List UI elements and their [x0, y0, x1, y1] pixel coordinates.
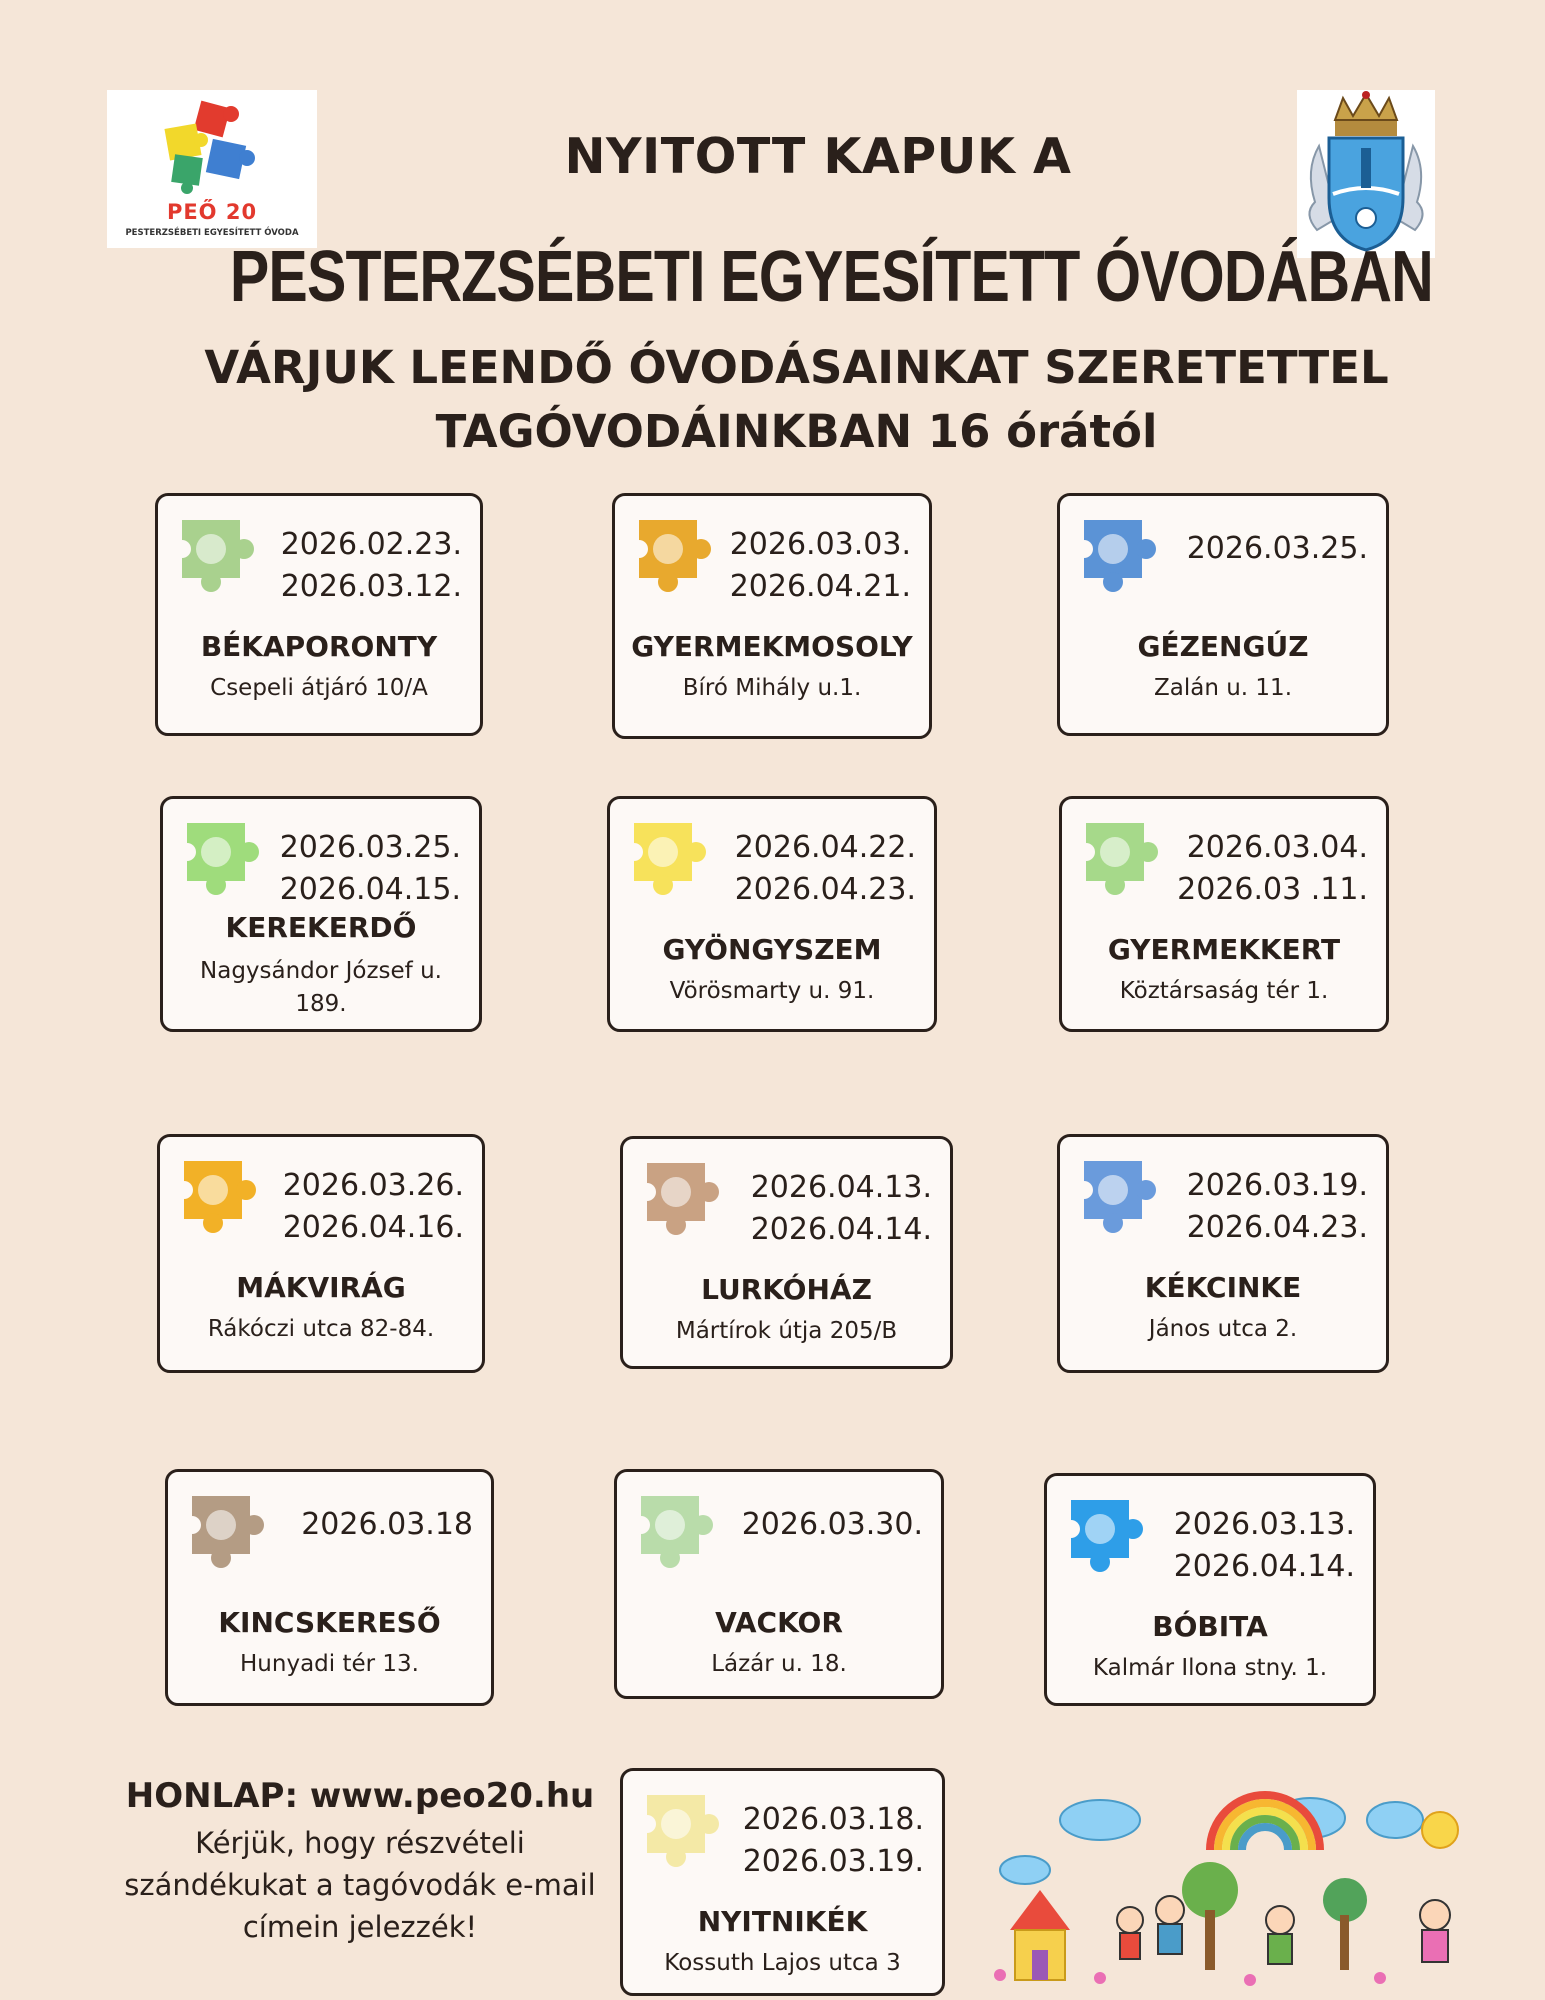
- kindergarten-name: KINCSKERESŐ: [218, 1606, 441, 1639]
- open-day-date: 2026.03.19.: [742, 1844, 924, 1879]
- kindergarten-address: Zalán u. 11.: [1154, 675, 1292, 701]
- kindergarten-name: KEREKERDŐ: [225, 911, 417, 944]
- kindergarten-card: [612, 493, 932, 739]
- kindergarten-name: VACKOR: [715, 1606, 843, 1639]
- kindergarten-name: BÓBITA: [1152, 1610, 1268, 1643]
- logo-subtitle: PESTERZSÉBETI EGYESÍTETT ÓVODA: [125, 228, 299, 238]
- open-day-dates: [743, 1799, 924, 1883]
- website-link[interactable]: HONLAP: www.peo20.hu: [125, 1776, 595, 1816]
- open-day-date: 2026.03.19.: [1186, 1168, 1368, 1203]
- kindergarten-address: Nagysándor József u. 189.: [200, 958, 442, 1017]
- kindergarten-name: GYERMEKMOSOLY: [631, 630, 913, 663]
- poppy-puzzle-icon: [176, 1153, 260, 1237]
- open-day-dates: [1187, 528, 1368, 570]
- open-day-date: 2026.04.13.: [750, 1170, 932, 1205]
- kindergarten-name: LURKÓHÁZ: [701, 1273, 872, 1306]
- kids-puzzle-icon: [1076, 512, 1160, 596]
- header-line-3-4: [0, 336, 1545, 464]
- open-day-date: 2026.04.16.: [282, 1210, 464, 1245]
- open-day-date: 2026.03 .11.: [1177, 872, 1368, 907]
- open-day-dates: [281, 524, 462, 608]
- open-day-dates: [751, 1167, 932, 1251]
- header-line-2: PESTERZSÉBETI EGYESÍTETT ÓVODÁBAN: [229, 237, 1433, 317]
- open-day-dates: [735, 827, 916, 911]
- logo-code: PEŐ 20: [166, 200, 258, 224]
- house-puzzle-icon: [639, 1155, 723, 1239]
- open-day-date: 2026.03.30.: [741, 1507, 923, 1542]
- open-day-date: 2026.03.13.: [1173, 1507, 1355, 1542]
- open-day-dates: [742, 1504, 923, 1546]
- kindergarten-name: BÉKAPORONTY: [200, 630, 438, 663]
- open-day-date: 2026.03.12.: [280, 569, 462, 604]
- kindergarten-address: Csepeli átjáró 10/A: [210, 675, 428, 701]
- open-day-date: 2026.04.23.: [1186, 1210, 1368, 1245]
- open-day-date: 2026.03.25.: [1186, 531, 1368, 566]
- kindergarten-address: Mártírok útja 205/B: [675, 1318, 898, 1344]
- kindergarten-name: GYERMEKKERT: [1107, 933, 1341, 966]
- header-line-1: NYITOTT KAPUK A: [564, 128, 1072, 185]
- open-day-date: 2026.03.18: [301, 1507, 473, 1542]
- kindergarten-address: János utca 2.: [1148, 1316, 1298, 1342]
- kindergarten-address: Köztársaság tér 1.: [1119, 978, 1329, 1004]
- open-day-dates: [280, 827, 461, 911]
- kindergarten-card: [620, 1768, 945, 1996]
- open-day-date: 2026.03.04.: [1186, 830, 1368, 865]
- kindergarten-name: MÁKVIRÁG: [236, 1271, 406, 1304]
- kindergarten-address: Lázár u. 18.: [711, 1651, 847, 1677]
- balloon-puzzle-icon: [631, 512, 715, 596]
- kindergarten-card: [607, 796, 937, 1032]
- open-day-date: 2026.03.26.: [282, 1168, 464, 1203]
- kindergarten-address: Kalmár Ilona stny. 1.: [1092, 1655, 1328, 1681]
- kindergarten-card: [157, 1134, 485, 1373]
- open-day-dates: [283, 1165, 464, 1249]
- open-day-dates: [301, 1504, 473, 1546]
- kindergarten-card: [1044, 1473, 1376, 1706]
- kindergarten-card: [1059, 796, 1389, 1032]
- open-day-date: 2026.04.22.: [734, 830, 916, 865]
- kindergarten-card: [165, 1469, 494, 1706]
- flower-puzzle-icon: [1063, 1492, 1147, 1576]
- registration-note: Kérjük, hogy részvételi szándékukat a tagóvodák e-mail címein jelezzék!: [124, 1826, 596, 1944]
- treasure-puzzle-icon: [184, 1488, 268, 1572]
- kindergarten-card: [155, 493, 483, 736]
- kindergarten-name: GYÖNGYSZEM: [662, 933, 882, 966]
- bird-puzzle-icon: [639, 1787, 723, 1871]
- kindergarten-card: [1057, 493, 1389, 736]
- kindergarten-name: NYITNIKÉK: [697, 1905, 868, 1938]
- kindergarten-address: Vörösmarty u. 91.: [669, 978, 875, 1004]
- sun-puzzle-icon: [179, 815, 263, 899]
- kindergarten-card: [614, 1469, 944, 1699]
- kindergarten-name: KÉKCINKE: [1144, 1271, 1302, 1304]
- kids-playing-icon: [980, 1790, 1480, 1990]
- open-day-date: 2026.04.15.: [279, 872, 461, 907]
- bluetit-puzzle-icon: [1076, 1153, 1160, 1237]
- open-day-dates: [1174, 1504, 1355, 1588]
- open-day-dates: [730, 524, 911, 608]
- open-day-date: 2026.04.14.: [750, 1212, 932, 1247]
- kindergarten-address: Kossuth Lajos utca 3: [664, 1950, 901, 1976]
- open-day-date: 2026.04.14.: [1173, 1549, 1355, 1584]
- open-day-date: 2026.02.23.: [280, 527, 462, 562]
- kindergarten-card: [620, 1136, 953, 1369]
- open-day-date: 2026.04.23.: [734, 872, 916, 907]
- open-day-date: 2026.04.21.: [729, 569, 911, 604]
- kindergarten-address: Hunyadi tér 13.: [240, 1651, 419, 1677]
- garden-puzzle-icon: [1078, 815, 1162, 899]
- children-puzzle-icon: [626, 815, 710, 899]
- open-day-dates: [1177, 827, 1368, 911]
- header-line-4: TAGÓVODÁINKBAN 16 órától: [435, 405, 1158, 458]
- kindergarten-name: GÉZENGÚZ: [1137, 630, 1309, 663]
- kindergarten-address: Bíró Mihály u.1.: [682, 675, 862, 701]
- kindergarten-card: [160, 796, 482, 1032]
- kids-illustration: [980, 1790, 1480, 1994]
- frog-puzzle-icon: [174, 512, 258, 596]
- tree-puzzle-icon: [633, 1488, 717, 1572]
- kindergarten-card: [1057, 1134, 1389, 1373]
- open-day-date: 2026.03.25.: [279, 830, 461, 865]
- header-line-3: VÁRJUK LEENDŐ ÓVODÁSAINKAT SZERETETTEL: [204, 341, 1389, 394]
- open-day-dates: [1187, 1165, 1368, 1249]
- open-day-date: 2026.03.03.: [729, 527, 911, 562]
- kindergarten-address: Rákóczi utca 82-84.: [207, 1316, 435, 1342]
- open-day-date: 2026.03.18.: [742, 1802, 924, 1837]
